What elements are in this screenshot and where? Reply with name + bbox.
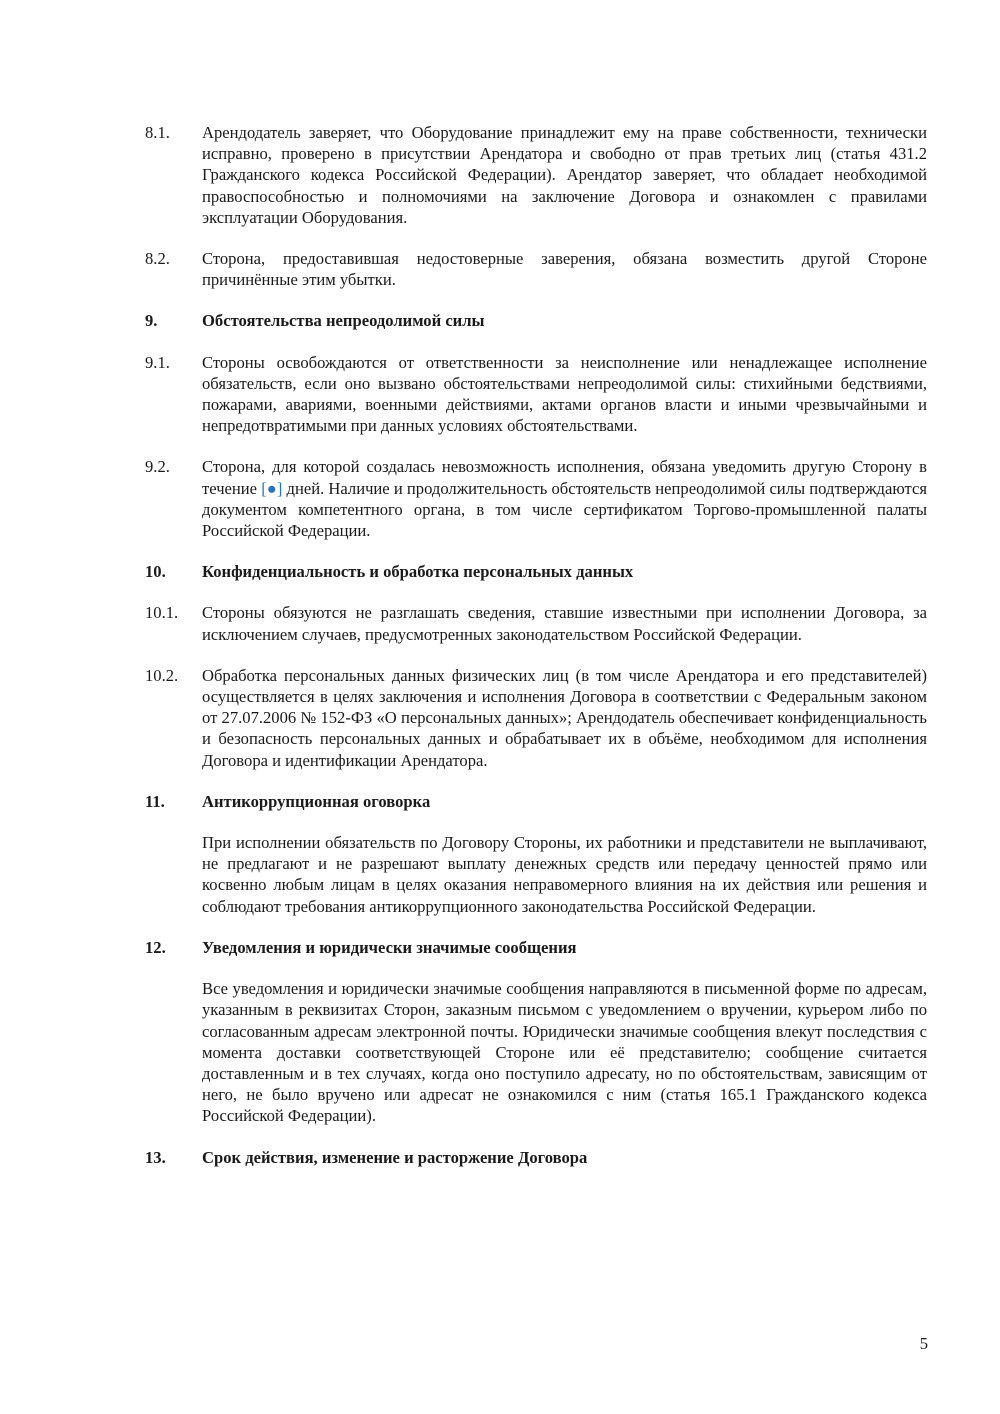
section-number: 11.	[145, 791, 165, 811]
clause-text: Сторона, предоставившая недостоверные заверения, обязана возместить другой Стороне причинённые этим убытки.	[202, 249, 927, 290]
clause-text	[202, 456, 927, 541]
paragraph-text: При исполнении обязательств по Договору Стороны, их работники и представители не выплачивают, не предлагают и не разрешают выплату денежных средств или передачу ценностей прямо или косвенно любым лицам в целях оказания неправомерного влияния на их действия или решения и соблюдают требования антикоррупционного законодательства Российской Федерации.	[202, 833, 927, 916]
section-number: 9.	[145, 311, 158, 331]
section-number: 10.	[145, 562, 166, 582]
clause-text-before: Сторона, для которой создалась невозможность исполнения, обязана уведомить другую Сторону в течение	[202, 457, 927, 498]
section-heading-11	[145, 791, 927, 812]
section-number: 13.	[145, 1147, 166, 1167]
clause-text: Арендодатель заверяет, что Оборудование принадлежит ему на праве собственности, технически исправно, проверено в присутствии Арендатора и свободно от прав третьих лиц (статья 431.2 Гражданского кодекса Российской Федерации). Арендатор заверяет, что обладает необходимой правоспособностью и полномочиями на заключение Договора и ознакомлен с правилами эксплуатации Оборудования.	[202, 123, 927, 227]
clause-number: 8.1.	[145, 123, 170, 142]
blank-placeholder: [●]	[261, 478, 283, 498]
clause-text: Стороны освобождаются от ответственности за неисполнение или ненадлежащее исполнение обязательств, если оно вызвано обстоятельствами непреодолимой силы: стихийными бедствиями, пожарами, авариями, военными действиями, актами органов власти и иными чрезвычайными и непредотвратимыми при данных условиях обстоятельствами.	[202, 352, 927, 436]
section-heading-12	[145, 937, 927, 958]
clause-10-1	[145, 602, 927, 644]
clause-text-after: дней. Наличие и продолжительность обстоятельств непреодолимой силы подтверждаются документом компетентного органа, в том числе сертификатом Торгово-промышленной палаты Российской Федерации.	[202, 478, 927, 541]
clause-number: 10.2.	[145, 665, 179, 685]
clause-8-2	[145, 248, 927, 290]
paragraph-text: Все уведомления и юридически значимые сообщения направляются в письменной форме по адресам, указанным в реквизитах Сторон, заказным письмом с уведомлением о вручении, курьером либо по согласованным адресам электронной почты. Юридически значимые сообщения влекут последствия с момента доставки соответствующей Стороне или её представителю; сообщение считается доставленным и в тех случаях, когда оно поступило адресату, но по обстоятельствам, зависящим от него, не было вручено или адресат не ознакомился с ним (статья 165.1 Гражданского кодекса Российской Федерации).	[202, 979, 927, 1126]
section-title: Обстоятельства непреодолимой силы	[202, 311, 485, 331]
clause-number: 10.1.	[145, 603, 179, 623]
document-body	[145, 122, 927, 1168]
clause-number: 9.2.	[145, 457, 170, 477]
clause-text: Стороны обязуются не разглашать сведения, ставшие известными при исполнении Договора, за исключением случаев, предусмотренных законодательством Российской Федерации.	[202, 603, 927, 644]
paragraph-11	[145, 832, 927, 917]
clause-number: 9.1.	[145, 352, 170, 372]
clause-9-2	[145, 456, 927, 541]
section-title: Конфиденциальность и обработка персональных данных	[202, 562, 634, 582]
section-title: Уведомления и юридически значимые сообщения	[202, 937, 577, 957]
clause-text: Обработка персональных данных физических лиц (в том числе Арендатора и его представителей) осуществляется в целях заключения и исполнения Договора в соответствии с Федеральным законом от 27.07.2006 № 152-ФЗ «О персональных данных»; Арендодатель обеспечивает конфиденциальность и безопасность персональных данных и обрабатывает их в объёме, необходимом для исполнения Договора и идентификации Арендатора.	[202, 665, 927, 770]
clause-8-1	[145, 122, 927, 228]
section-heading-10	[145, 561, 927, 582]
section-number: 12.	[145, 937, 166, 957]
section-heading-13	[145, 1147, 927, 1168]
clause-9-1	[145, 352, 927, 437]
section-title: Антикоррупционная оговорка	[202, 791, 431, 811]
paragraph-12	[145, 978, 927, 1126]
section-title: Срок действия, изменение и расторжение Договора	[202, 1147, 588, 1167]
clause-number: 8.2.	[145, 249, 170, 269]
section-heading-9	[145, 310, 927, 331]
clause-10-2	[145, 665, 927, 771]
page-number: 5	[919, 1334, 928, 1353]
